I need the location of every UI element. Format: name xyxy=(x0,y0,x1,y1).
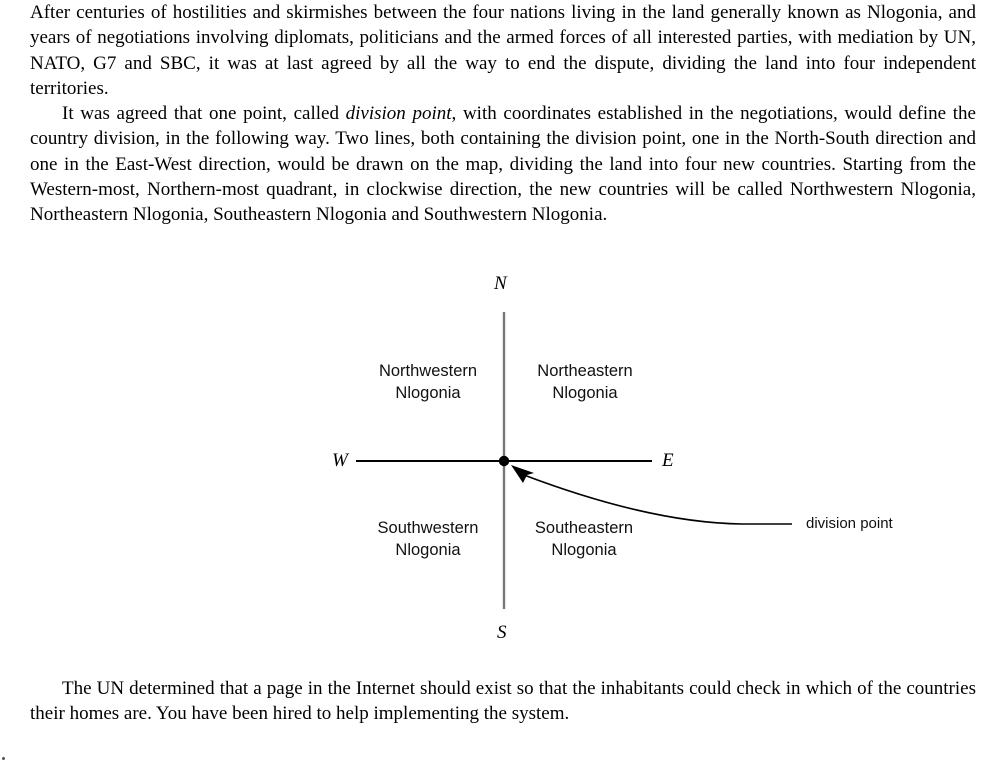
southwestern-label-line2: Nlogonia xyxy=(395,541,461,559)
northeastern-nlogonia-label xyxy=(515,360,655,404)
northwestern-label-line1: Northwestern xyxy=(378,362,478,380)
paper-page xyxy=(30,0,976,725)
southeastern-label-line2: Nlogonia xyxy=(551,541,617,559)
northeastern-label-line1: Northeastern xyxy=(537,362,633,380)
east-label: E xyxy=(662,450,674,471)
south-label: S xyxy=(497,622,507,643)
northeastern-label-line2: Nlogonia xyxy=(552,384,618,402)
page-edge-mark xyxy=(2,757,5,760)
division-point-marker xyxy=(499,456,509,466)
southwestern-nlogonia-label xyxy=(358,517,498,561)
northwestern-label-line2: Nlogonia xyxy=(395,384,461,402)
northwestern-nlogonia-label xyxy=(358,360,498,404)
division-paragraph-rest: , with coordinates established in the negotiations, would define the country division, in the following way. Two lines, both containing the division point, one in the North-South direction and one in the East-West direction, would be drawn on the map, dividing the land into four new countries. Starting from the Western-most, Northern-most quadrant, in clockwise direction, the new countries will be called Northwestern Nlogonia, Northeastern Nlogonia, Southeastern Nlogonia and Southwestern Nlogonia. xyxy=(30,103,976,226)
intro-paragraph: After centuries of hostilities and skirmishes between the four nations living in the land generally known as Nlogonia, and years of negotiations involving diplomats, politicians and the armed forces of all interested parties, with mediation by UN, NATO, G7 and SBC, it was at last agreed by all the way to end the dispute, dividing the land into four independent territories. xyxy=(30,2,976,99)
closing-paragraph: The UN determined that a page in the Internet should exist so that the inhabitants could check in which of the countries their homes are. You have been hired to help implementing the system. xyxy=(30,678,976,725)
southeastern-label-line1: Southeastern xyxy=(534,519,634,537)
west-label: W xyxy=(332,450,348,471)
division-paragraph xyxy=(30,101,976,227)
division-diagram xyxy=(30,262,976,652)
division-point-arrow-head xyxy=(511,465,534,483)
southwestern-label-line1: Southwestern xyxy=(377,519,479,537)
division-paragraph-start: It was agreed that one point, called xyxy=(62,103,346,125)
division-figure xyxy=(30,262,976,652)
division-point-term: division point xyxy=(345,103,452,125)
north-label: N xyxy=(494,273,507,294)
division-point-label: division point xyxy=(806,515,893,532)
southeastern-nlogonia-label xyxy=(514,517,654,561)
